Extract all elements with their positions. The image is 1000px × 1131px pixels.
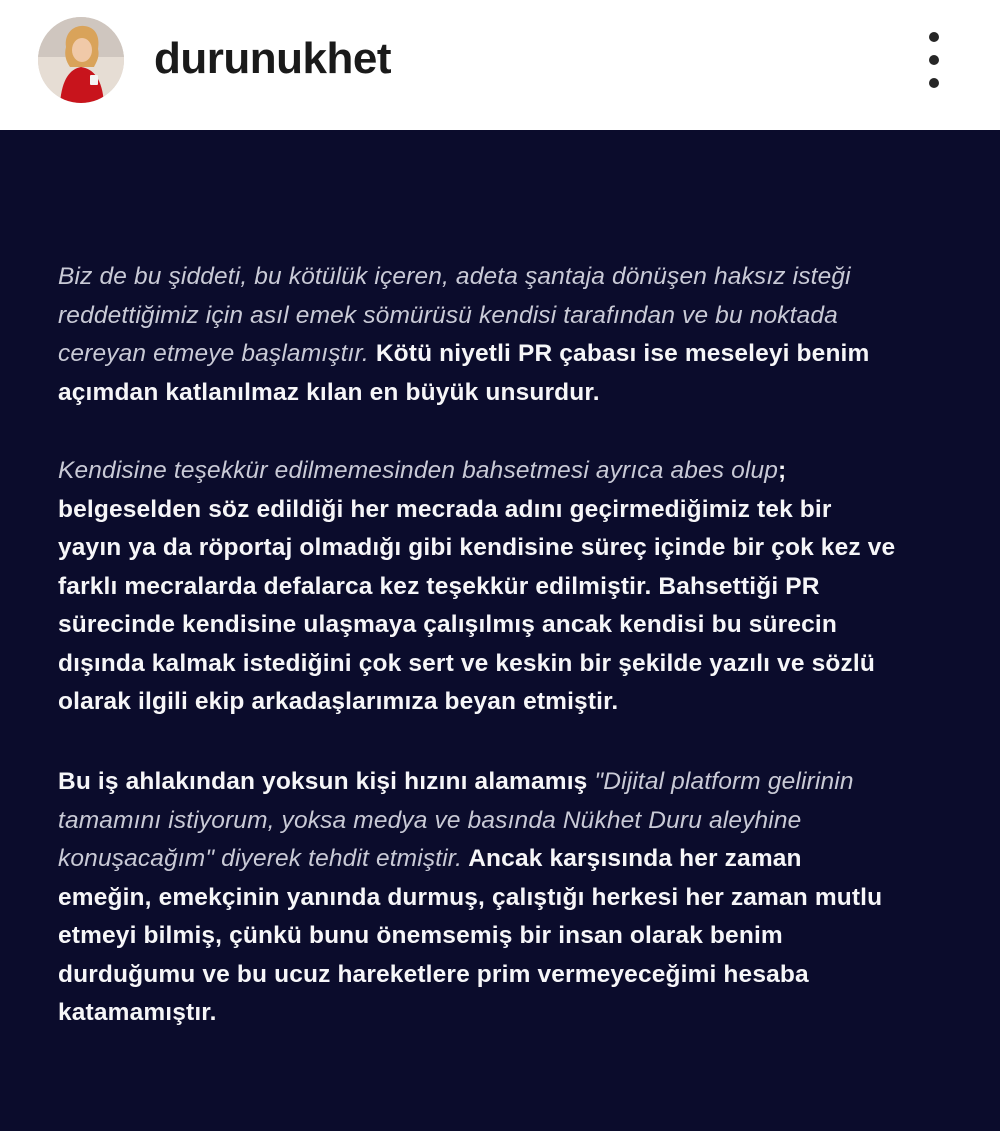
text-line [58,491,958,530]
dot-icon [929,32,939,42]
text-line [58,994,958,1033]
text-segment: durduğumu ve bu ucuz hareketlere prim vermeyeceğimi hesaba [58,960,809,988]
avatar[interactable] [38,17,124,103]
italic-text: Biz de bu şiddeti, bu kötülük içeren, adeta şantaja dönüşen haksız isteği [58,263,851,290]
italic-text: reddettiğimiz için asıl emek sömürüsü kendisi tarafından ve bu noktada [58,301,838,329]
text-segment: Ancak karşısında her zaman [462,845,802,872]
text-segment: emeğin, emekçinin yanında durmuş, çalıştığı herkesi her zaman mutlu [58,883,883,911]
text-line [58,297,958,336]
text-segment: olarak ilgili ekip arkadaşlarımıza beyan etmiştir. [58,688,619,715]
profile-photo-icon [38,17,124,103]
italic-text: konuşacağım" diyerek tehdit etmiştir. [58,845,463,872]
more-options-icon[interactable] [914,32,954,88]
text-segment: ; [778,457,787,484]
text-segment: Kötü niyetli PR çabası ise meseleyi benim [368,340,870,367]
text-line [58,258,958,297]
italic-text: Kendisine teşekkür edilmemesinden bahsetmesi ayrıca abes olup [58,457,779,484]
text-line [58,763,958,802]
text-line [58,802,958,841]
text-line [58,956,958,995]
paragraph-2 [58,452,958,722]
text-line [58,335,958,374]
text-line [58,879,958,918]
text-segment: Bu iş ahlakından yoksun kişi hızını alamamış [58,768,595,795]
text-line [58,568,958,607]
text-segment: dışında kalmak istediğini çok sert ve keskin bir şekilde yazılı ve sözlü [58,649,875,677]
text-segment: yayın ya da röportaj olmadığı gibi kendisine süreç içinde bir çok kez ve [58,534,896,561]
italic-text: cereyan etmeye başlamıştır. [58,340,369,367]
text-segment: sürecinde kendisine ulaşmaya çalışılmış ancak kendisi bu sürecin [58,611,837,638]
username[interactable]: durunukhet [154,34,391,83]
post-image [0,130,1000,1131]
post-header [0,0,1000,130]
text-segment: açımdan katlanılmaz kılan en büyük unsurdur. [58,378,600,406]
text-line [58,452,958,491]
text-line [58,683,958,722]
paragraph-3 [58,763,958,1033]
text-line [58,917,958,956]
dot-icon [929,78,939,88]
text-segment: farklı mecralarda defalarca kez teşekkür edilmiştir. Bahsettiği PR [58,572,820,600]
text-segment: belgeselden söz edildiği her mecrada adını geçirmediğimiz tek bir [58,495,832,523]
text-segment: etmeyi bilmiş, çünkü bunu önemsemiş bir insan olarak benim [58,922,783,949]
text-line [58,840,958,879]
text-line [58,529,958,568]
text-line [58,374,958,413]
italic-text: tamamını istiyorum, yoksa medya ve basında Nükhet Duru aleyhine [58,806,802,834]
italic-text: "Dijital platform gelirinin [594,768,854,795]
text-segment: katamamıştır. [58,999,217,1026]
paragraph-1 [58,258,958,412]
text-line [58,606,958,645]
dot-icon [929,55,939,65]
text-line [58,645,958,684]
